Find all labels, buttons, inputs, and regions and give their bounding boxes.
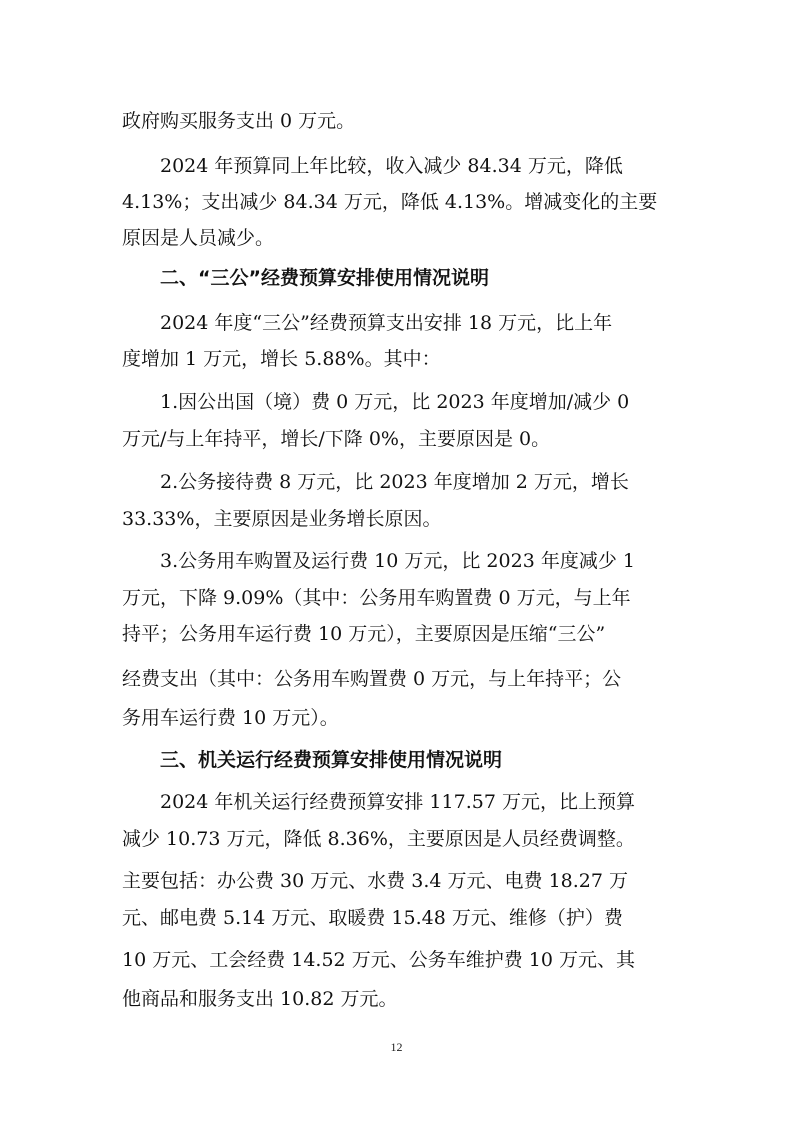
text-line: 万元/与上年持平，增长/下降 0%，主要原因是 0。 xyxy=(122,428,551,450)
text-line: 持平；公务用车运行费 10 万元），主要原因是压缩“三公” xyxy=(122,623,606,645)
text-line: 2024 年预算同上年比较，收入减少 84.34 万元，降低 xyxy=(160,155,623,177)
text-line: 2024 年机关运行经费预算安排 117.57 万元，比上预算 xyxy=(160,791,635,813)
text-line: 4.13%；支出减少 84.34 万元，降低 4.13%。增减变化的主要 xyxy=(122,191,658,213)
page-number: 12 xyxy=(390,1040,403,1054)
text-line: 度增加 1 万元，增长 5.88%。其中： xyxy=(122,348,441,370)
text-line: 2024 年度“三公”经费预算支出安排 18 万元，比上年 xyxy=(160,312,613,334)
section-heading: 三、机关运行经费预算安排使用情况说明 xyxy=(160,749,503,771)
text-line: 33.33%，主要原因是业务增长原因。 xyxy=(122,508,442,530)
text-line: 万元，下降 9.09%（其中：公务用车购置费 0 万元，与上年 xyxy=(122,587,631,609)
text-line: 1.因公出国（境）费 0 万元，比 2023 年度增加/减少 0 xyxy=(160,391,630,413)
text-line: 原因是人员减少。 xyxy=(122,227,275,249)
text-line: 政府购买服务支出 0 万元。 xyxy=(122,110,356,132)
section-heading: 二、“三公”经费预算安排使用情况说明 xyxy=(160,267,489,289)
text-line: 主要包括：办公费 30 万元、水费 3.4 万元、电费 18.27 万 xyxy=(122,870,629,892)
text-line: 减少 10.73 万元，降低 8.36%，主要原因是人员经费调整。 xyxy=(122,828,635,850)
text-line: 10 万元、工会经费 14.52 万元、公务车维护费 10 万元、其 xyxy=(122,949,635,971)
text-line: 3.公务用车购置及运行费 10 万元，比 2023 年度减少 1 xyxy=(160,550,635,572)
text-line: 2.公务接待费 8 万元，比 2023 年度增加 2 万元，增长 xyxy=(160,471,629,493)
text-line: 他商品和服务支出 10.82 万元。 xyxy=(122,988,398,1010)
text-line: 元、邮电费 5.14 万元、取暖费 15.48 万元、维修（护）费 xyxy=(122,907,623,929)
text-line: 务用车运行费 10 万元）。 xyxy=(122,707,339,729)
text-line: 经费支出（其中：公务用车购置费 0 万元，与上年持平；公 xyxy=(122,668,622,690)
